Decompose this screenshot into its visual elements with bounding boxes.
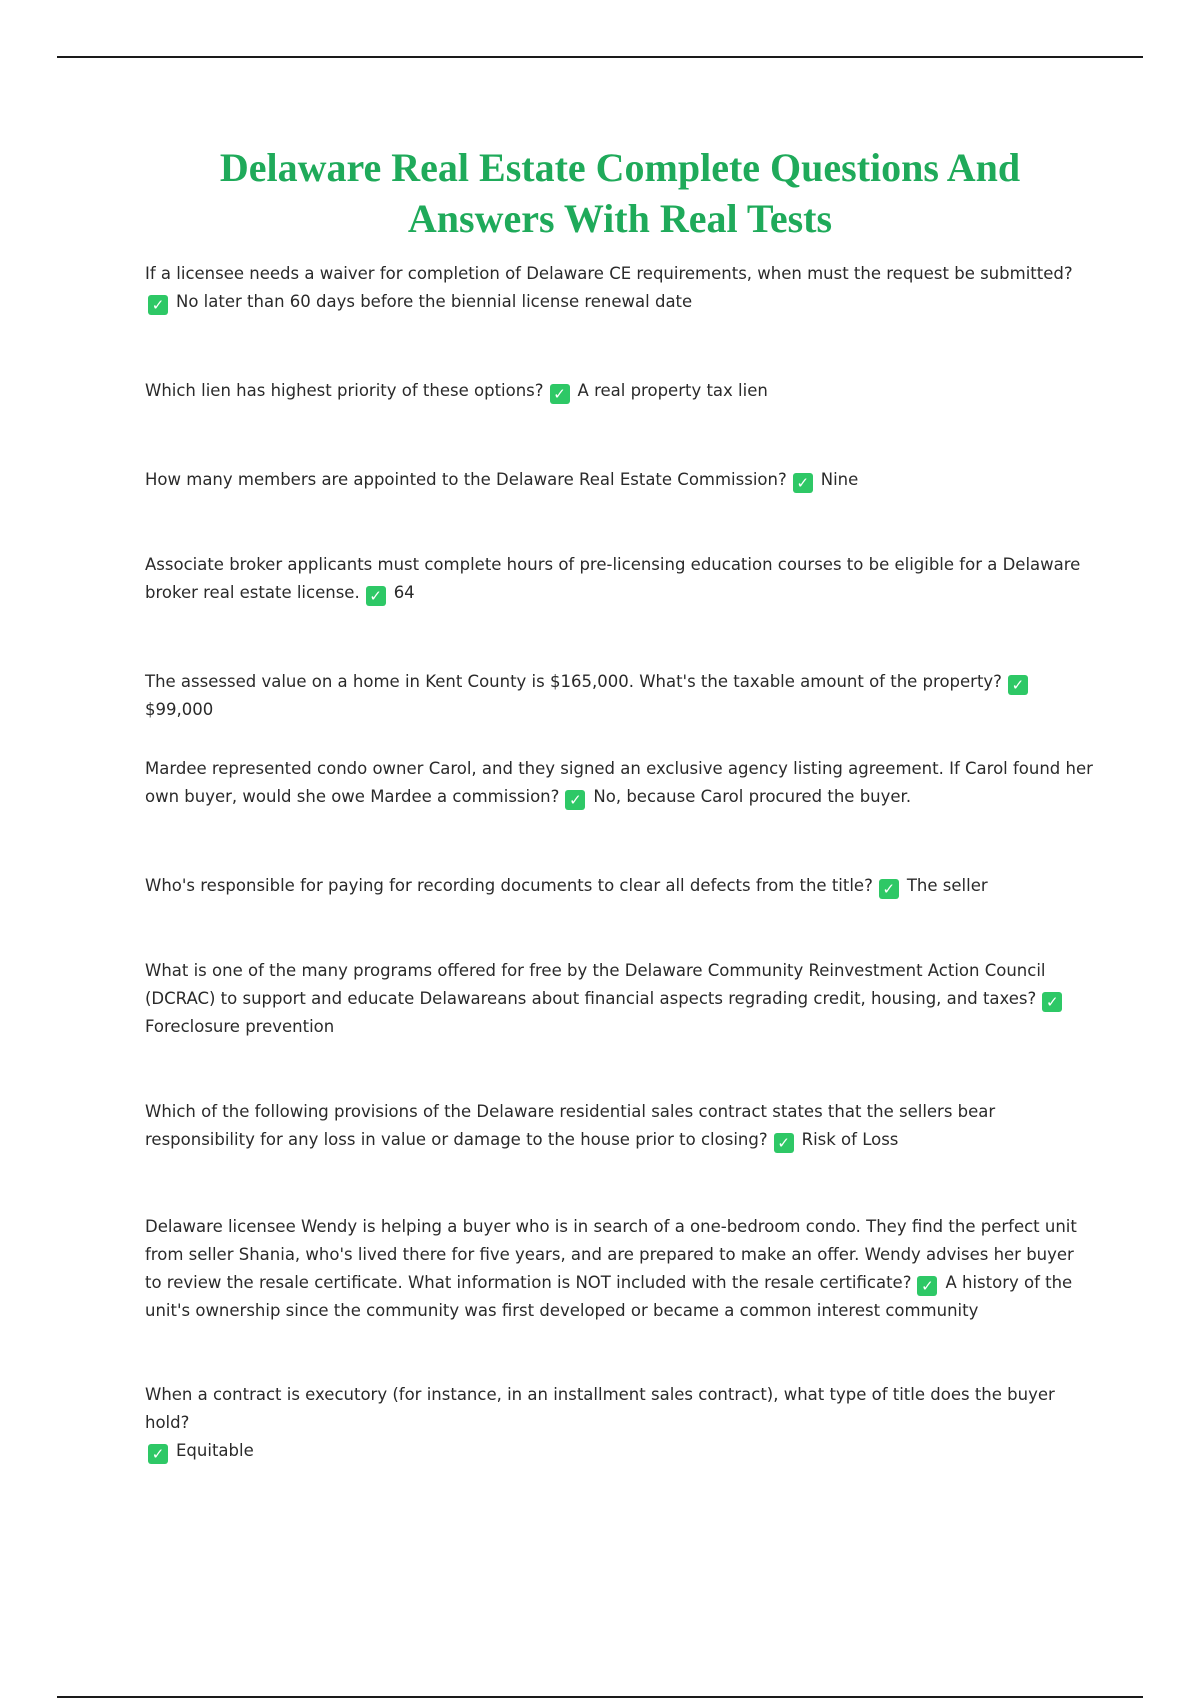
qa-item xyxy=(145,466,1095,494)
question-text: Associate broker applicants must complete hours of pre-licensing education courses to be eligible for a Delaware broker real estate license. xyxy=(145,555,1081,602)
answer-text: Nine xyxy=(820,470,859,489)
bottom-divider xyxy=(57,1696,1143,1698)
answer-text: Risk of Loss xyxy=(801,1130,899,1149)
question-text: If a licensee needs a waiver for completion of Delaware CE requirements, when must the request be submitted? xyxy=(145,264,1073,283)
answer-text: 64 xyxy=(393,583,415,602)
qa-item xyxy=(145,668,1095,724)
question-text: When a contract is executory (for instance, in an installment sales contract), what type of title does the buyer hold? xyxy=(145,1385,1055,1432)
check-icon: ✓ xyxy=(917,1276,937,1296)
check-icon: ✓ xyxy=(148,1444,168,1464)
answer-text: A history of the unit's ownership since the community was first developed or became a common interest community xyxy=(145,1273,1073,1320)
qa-item xyxy=(145,377,1095,405)
qa-item xyxy=(145,755,1095,811)
qa-item xyxy=(145,872,1095,900)
answer-text: $99,000 xyxy=(145,700,214,719)
check-icon: ✓ xyxy=(366,586,386,606)
check-icon: ✓ xyxy=(774,1133,794,1153)
check-icon: ✓ xyxy=(148,295,168,315)
question-text: How many members are appointed to the Delaware Real Estate Commission? xyxy=(145,470,787,489)
question-text: What is one of the many programs offered for free by the Delaware Community Reinvestment Action Council (DCRAC) to support and educate Delawareans about financial aspects regrading credit, housing, and taxes? xyxy=(145,961,1046,1008)
question-text: Which lien has highest priority of these options? xyxy=(145,381,544,400)
answer-text: The seller xyxy=(906,876,988,895)
qa-item xyxy=(145,551,1095,607)
question-text: Which of the following provisions of the Delaware residential sales contract states that the sellers bear responsibility for any loss in value or damage to the house prior to closing? xyxy=(145,1102,996,1149)
check-icon: ✓ xyxy=(565,790,585,810)
answer-text: Equitable xyxy=(176,1441,254,1460)
answer-text: No later than 60 days before the biennial license renewal date xyxy=(176,292,693,311)
check-icon: ✓ xyxy=(1042,992,1062,1012)
document-title: Delaware Real Estate Complete Questions And Answers With Real Tests xyxy=(219,145,1021,241)
qa-item xyxy=(145,1098,1095,1154)
question-text: Mardee represented condo owner Carol, and they signed an exclusive agency listing agreement. If Carol found her own buyer, would she owe Mardee a commission? xyxy=(145,759,1093,806)
answer-text: No, because Carol procured the buyer. xyxy=(593,787,912,806)
check-icon: ✓ xyxy=(793,473,813,493)
top-divider xyxy=(57,56,1143,58)
answer-text: A real property tax lien xyxy=(577,381,768,400)
question-text: Delaware licensee Wendy is helping a buyer who is in search of a one-bedroom condo. They find the perfect unit from seller Shania, who's lived there for five years, and are prepared to make an offer. Wendy advises her buyer to review the resale certificate. What information is NOT included with the resale certificate? xyxy=(145,1217,1077,1292)
qa-item xyxy=(145,957,1095,1041)
check-icon: ✓ xyxy=(1008,675,1028,695)
question-text: Who's responsible for paying for recording documents to clear all defects from the title? xyxy=(145,876,873,895)
question-text: The assessed value on a home in Kent County is $165,000. What's the taxable amount of the property? xyxy=(145,672,1002,691)
check-icon: ✓ xyxy=(550,384,570,404)
qa-item xyxy=(145,1381,1095,1465)
check-icon: ✓ xyxy=(879,879,899,899)
qa-item xyxy=(145,1213,1095,1325)
qa-item xyxy=(145,260,1095,316)
answer-text: Foreclosure prevention xyxy=(145,1017,335,1036)
